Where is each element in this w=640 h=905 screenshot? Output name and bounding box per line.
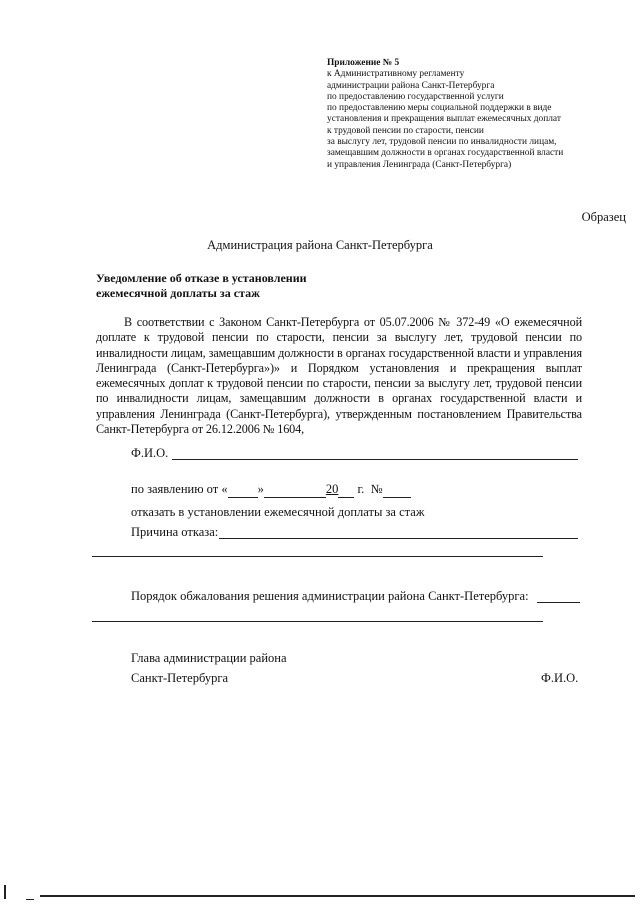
day-field[interactable] <box>228 482 258 498</box>
reason-field[interactable] <box>219 538 578 539</box>
legal-basis-paragraph: В соответствии с Законом Санкт-Петербурга от 05.07.2006 № 372-49 «О ежемесячной доплате к трудовой пенсии по старости, пенсии за выслугу лет, трудовой пенсии по инвалидности лицам, замещавшим должности в органах государственной власти и управления Ленинграда (Санкт-Петербурга»)» и Порядком установления и прекращения выплат ежемесячных доплат к трудовой пенсии по старости, пенсии за выслугу лет, трудовой пенсии по инвалидности лицам, замещавшим должности в органах государственной власти и управления Ленинграда (Санкт-Петербурга), утвержденным постановлением Правительства Санкт-Петербурга от 26.12.2006 № 1604, <box>96 315 582 437</box>
scan-margin-mark <box>4 885 6 899</box>
appendix-line: и управления Ленинграда (Санкт-Петербурга) <box>327 159 512 170</box>
century-text: 20 <box>325 482 339 496</box>
appendix-line: установления и прекращения выплат ежемесячных доплат <box>327 114 561 125</box>
close-quote: » <box>257 482 264 496</box>
appendix-line: к Административному регламенту <box>327 69 465 80</box>
fio-field[interactable] <box>172 459 578 460</box>
number-field[interactable] <box>383 482 411 498</box>
heading-line-2: ежемесячной доплаты за стаж <box>96 286 260 300</box>
appendix-line: за выслугу лет, трудовой пенсии по инвалидности лицам, <box>327 137 557 148</box>
reason-field-line-2[interactable] <box>92 556 543 557</box>
reason-label: Причина отказа: <box>131 525 219 539</box>
open-quote: « <box>221 482 228 496</box>
application-date-row <box>131 482 411 498</box>
fio-label: Ф.И.О. <box>131 446 169 460</box>
document-heading <box>96 271 307 301</box>
administration-title: Администрация района Санкт-Петербурга <box>207 238 433 252</box>
scan-bottom-edge <box>40 895 635 897</box>
year-suffix: г. <box>357 482 365 496</box>
appendix-line: по предоставлению меры социальной поддержки в виде <box>327 103 552 114</box>
sample-label: Образец <box>581 210 626 224</box>
heading-line-1: Уведомление об отказе в установлении <box>96 271 307 285</box>
appeal-field[interactable] <box>537 602 580 603</box>
appeal-label: Порядок обжалования решения администрации района Санкт-Петербурга: <box>131 589 529 603</box>
appendix-line: к трудовой пенсии по старости, пенсии <box>327 125 484 136</box>
appendix-block <box>327 58 617 171</box>
refuse-text: отказать в установлении ежемесячной доплаты за стаж <box>131 505 425 519</box>
scan-margin-dash <box>26 899 34 900</box>
signature-position-line-1: Глава администрации района <box>131 651 287 665</box>
number-sign: № <box>370 482 383 496</box>
appendix-line: администрации района Санкт-Петербурга <box>327 80 495 91</box>
appeal-field-line-2[interactable] <box>92 621 543 622</box>
year-field[interactable] <box>338 482 354 498</box>
appendix-title: Приложение № 5 <box>327 58 400 68</box>
appendix-line: замещавшим должности в органах государственной власти <box>327 148 564 159</box>
signature-position-line-2: Санкт-Петербурга <box>131 671 229 685</box>
month-field[interactable] <box>264 482 326 498</box>
signature-name: Ф.И.О. <box>541 671 579 685</box>
application-label: по заявлению от <box>131 482 219 496</box>
appendix-line: по предоставлению государственной услуги <box>327 91 504 102</box>
